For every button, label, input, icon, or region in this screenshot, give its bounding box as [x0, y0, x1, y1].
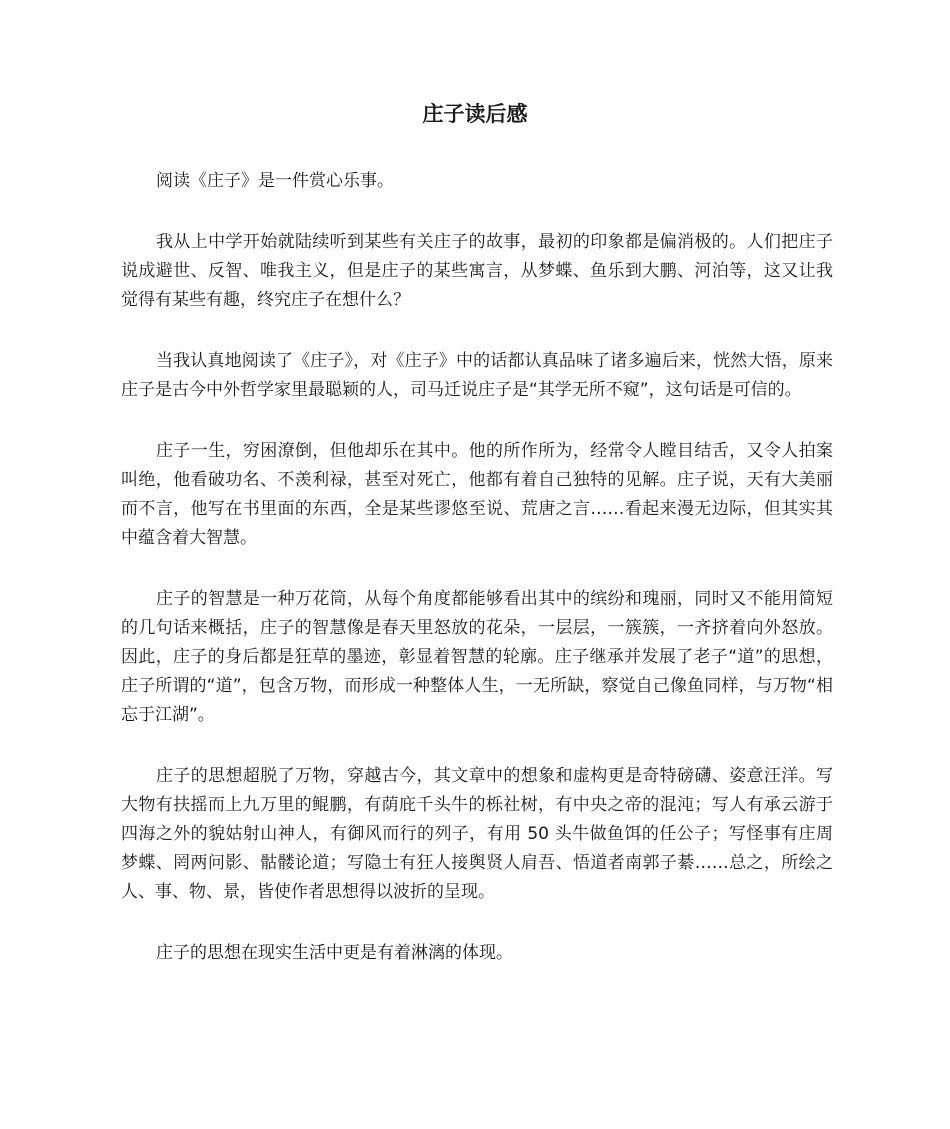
paragraph-3: 当我认真地阅读了《庄子》，对《庄子》中的话都认真品味了诸多遍后来，恍然大悟，原来庄子是古今中外哲学家里最聪颖的人，司马迁说庄子是“其学无所不窥”，这句话是可信的。	[121, 351, 833, 400]
document-title: 庄子读后感	[422, 102, 528, 126]
paragraph-5: 庄子的智慧是一种万花筒，从每个角度都能够看出其中的缤纷和瑰丽，同时又不能用简短的几句话来概括，庄子的智慧像是春天里怒放的花朵，一层层，一簇簇，一齐挤着向外怒放。因此，庄子的身后都是狂草的墨迹，彰显着智慧的轮廓。庄子继承并发展了老子“道”的思想，庄子所谓的“道”，包含万物，而形成一种整体人生，一无所缺，察觉自己像鱼同样，与万物“相忘于江湖”。	[121, 589, 833, 725]
paragraph-1: 阅读《庄子》是一件赏心乐事。	[156, 171, 394, 191]
paragraph-4: 庄子一生，穷困潦倒，但他却乐在其中。他的所作所为，经常令人瞠目结舌，又令人拍案叫绝，他看破功名、不羡利禄，甚至对死亡，他都有着自己独特的见解。庄子说，天有大美丽而不言，他写在书里面的东西，全是某些谬悠至说、荒唐之言……看起来漫无边际，但其实其中蕴含着大智慧。	[121, 441, 833, 548]
paragraph-2: 我从上中学开始就陆续听到某些有关庄子的故事，最初的印象都是偏消极的。人们把庄子说成避世、反智、唯我主义，但是庄子的某些寓言，从梦蝶、鱼乐到大鹏、河泊等，这又让我觉得有某些有趣，终究庄子在想什么？	[121, 232, 833, 310]
paragraph-7: 庄子的思想在现实生活中更是有着淋漓的体现。	[156, 943, 513, 963]
document-body	[121, 167, 833, 1000]
paragraph-6: 庄子的思想超脱了万物，穿越古今，其文章中的想象和虚构更是奇特磅礴、姿意汪洋。写大物有扶摇而上九万里的鲲鹏，有荫庇千头牛的栎社树，有中央之帝的混沌；写人有承云游于四海之外的貌姑射山神人，有御风而行的列子，有用 50 头牛做鱼饵的任公子；写怪事有庄周梦蝶、罔两问影、骷髅论道；写隐士有狂人接舆贤人肩吾、悟道者南郭子綦……总之，所绘之人、事、物、景，皆使作者思想得以波折的呈现。	[121, 766, 833, 902]
